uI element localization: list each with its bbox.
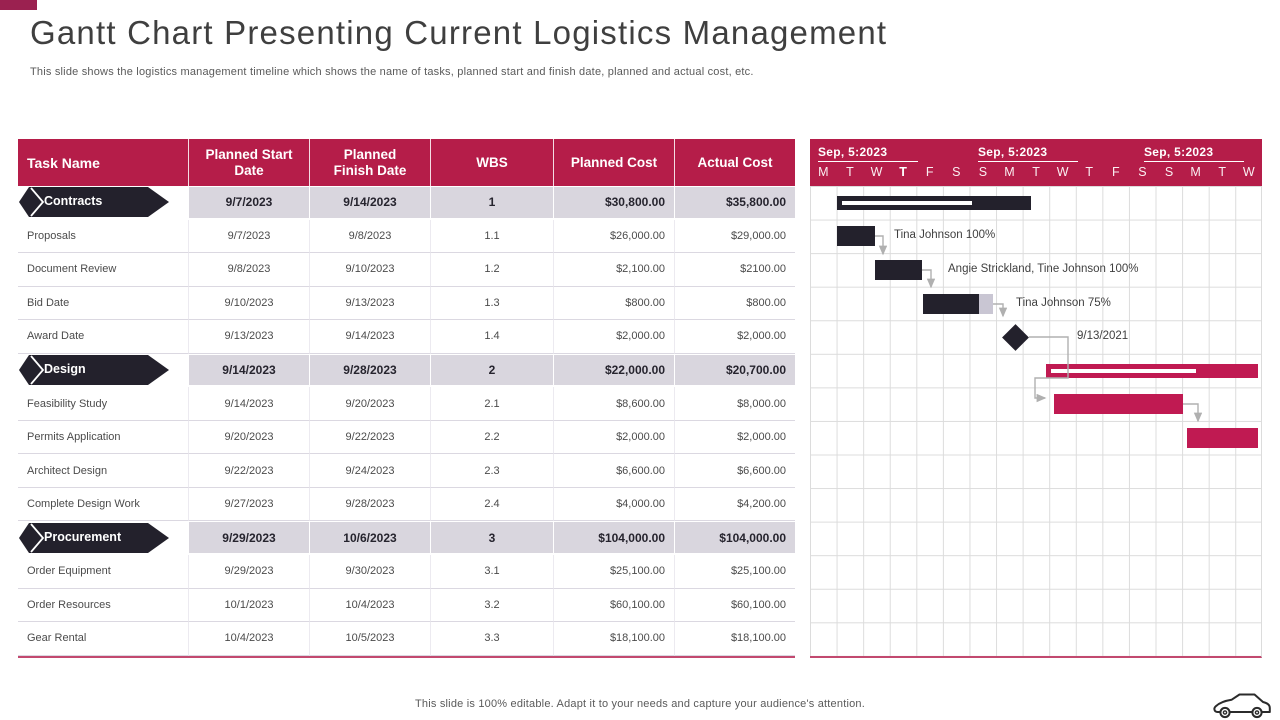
cell-actual-cost: $35,800.00 xyxy=(674,186,795,220)
table-row-architect-design xyxy=(18,454,795,488)
cell-actual-cost: $60,100.00 xyxy=(674,589,795,623)
cell-actual-cost: $29,000.00 xyxy=(674,220,795,254)
cell-start-date: 9/14/2023 xyxy=(188,387,309,421)
gantt-bar-bid-date xyxy=(923,294,994,314)
cell-wbs: 1.3 xyxy=(430,287,553,321)
dependency-connector xyxy=(993,304,1003,316)
table-row-gear-rental xyxy=(18,622,795,656)
cell-wbs: 1 xyxy=(430,186,553,220)
gantt-progress-line xyxy=(1051,369,1196,373)
cell-start-date: 9/7/2023 xyxy=(188,186,309,220)
column-header-planned-cost: Planned Cost xyxy=(553,139,674,186)
cell-planned-cost: $22,000.00 xyxy=(553,354,674,388)
cell-start-date: 9/29/2023 xyxy=(188,521,309,555)
gantt-day-label: F xyxy=(1112,165,1120,179)
cell-start-date: 9/20/2023 xyxy=(188,421,309,455)
cell-wbs: 2.3 xyxy=(430,454,553,488)
cell-planned-cost: $2,000.00 xyxy=(553,320,674,354)
milestone-diamond xyxy=(1002,324,1029,351)
cell-task-name: Permits Application xyxy=(18,421,188,455)
column-header-task-name: Task Name xyxy=(27,154,100,171)
gantt-assignee-label: Angie Strickland, Tine Johnson 100% xyxy=(948,262,1139,275)
gantt-chart xyxy=(810,139,1262,658)
gantt-day-label: T xyxy=(1085,165,1094,179)
cell-planned-cost: $25,100.00 xyxy=(553,555,674,589)
cell-finish-date: 9/20/2023 xyxy=(309,387,430,421)
cell-actual-cost: $20,700.00 xyxy=(674,354,795,388)
cell-wbs: 3.3 xyxy=(430,622,553,656)
cell-planned-cost: $6,600.00 xyxy=(553,454,674,488)
gantt-bar-proposals xyxy=(837,226,875,246)
cell-start-date: 10/1/2023 xyxy=(188,589,309,623)
table-row-feasibility-study xyxy=(18,387,795,421)
cell-finish-date: 10/4/2023 xyxy=(309,589,430,623)
dependency-connector xyxy=(875,236,883,254)
table-row-permits-application xyxy=(18,421,795,455)
summary-banner xyxy=(18,187,170,217)
cell-planned-cost: $26,000.00 xyxy=(553,220,674,254)
cell-task-name: Architect Design xyxy=(18,454,188,488)
cell-actual-cost: $6,600.00 xyxy=(674,454,795,488)
cell-wbs: 1.1 xyxy=(430,220,553,254)
cell-start-date: 9/10/2023 xyxy=(188,287,309,321)
table-row-contracts xyxy=(18,186,795,220)
cell-finish-date: 10/5/2023 xyxy=(309,622,430,656)
gantt-plot-area xyxy=(810,186,1262,658)
cell-planned-cost: $2,000.00 xyxy=(553,421,674,455)
cell-wbs: 2 xyxy=(430,354,553,388)
cell-finish-date: 9/28/2023 xyxy=(309,488,430,522)
gantt-progress-line xyxy=(842,201,972,205)
column-header-actual-cost: Actual Cost xyxy=(674,139,795,186)
cell-actual-cost: $4,200.00 xyxy=(674,488,795,522)
summary-banner xyxy=(18,523,170,553)
gantt-bar-completed-part xyxy=(923,294,980,314)
cell-wbs: 1.2 xyxy=(430,253,553,287)
cell-actual-cost: $2,000.00 xyxy=(674,320,795,354)
cell-task-name: Feasibility Study xyxy=(18,387,188,421)
gantt-assignee-label: Tina Johnson 75% xyxy=(1016,296,1111,309)
gantt-day-label: M xyxy=(1190,165,1201,179)
dependency-connector xyxy=(1183,404,1198,421)
summary-task-label: Contracts xyxy=(44,194,103,209)
cell-actual-cost: $8,000.00 xyxy=(674,387,795,421)
gantt-month-label: Sep, 5:2023 xyxy=(1144,145,1244,162)
summary-task-label: Design xyxy=(44,362,86,376)
slide-subtitle: This slide shows the logistics management timeline which shows the name of tasks, planned start and finish date, planned and actual cost, etc. xyxy=(30,66,754,78)
car-icon xyxy=(1211,690,1273,720)
page-title: Gantt Chart Presenting Current Logistics Management xyxy=(30,14,888,51)
cell-start-date: 9/27/2023 xyxy=(188,488,309,522)
gantt-day-label: S xyxy=(1164,165,1174,179)
cell-actual-cost: $104,000.00 xyxy=(674,521,795,555)
column-header-planned-finish-date: Planned Finish Date xyxy=(309,139,430,186)
cell-finish-date: 9/22/2023 xyxy=(309,421,430,455)
table-row-complete-design-work xyxy=(18,488,795,522)
cell-wbs: 3.2 xyxy=(430,589,553,623)
cell-planned-cost: $30,800.00 xyxy=(553,186,674,220)
cell-planned-cost: $18,100.00 xyxy=(553,622,674,656)
table-row-document-review xyxy=(18,253,795,287)
cell-finish-date: 9/30/2023 xyxy=(309,555,430,589)
summary-banner xyxy=(18,355,170,385)
gantt-bar-contracts xyxy=(837,196,1032,210)
table-row-order-equipment xyxy=(18,555,795,589)
cell-start-date: 9/7/2023 xyxy=(188,220,309,254)
column-header-planned-start-date: Planned Start Date xyxy=(188,139,309,186)
table-row-procurement xyxy=(18,521,795,555)
table-header-row xyxy=(18,139,795,186)
cell-wbs: 3.1 xyxy=(430,555,553,589)
summary-task-label: Procurement xyxy=(44,529,122,544)
gantt-day-label: S xyxy=(952,165,961,179)
gantt-day-label: T xyxy=(846,165,854,179)
cell-task-name: Complete Design Work xyxy=(18,488,188,522)
gantt-day-label: F xyxy=(925,165,934,179)
task-table xyxy=(18,139,795,658)
milestone-date-label: 9/13/2021 xyxy=(1077,330,1129,343)
dependency-connector xyxy=(922,270,931,287)
cell-task-name xyxy=(18,186,188,220)
cell-actual-cost: $25,100.00 xyxy=(674,555,795,589)
gantt-day-label: S xyxy=(978,165,988,179)
cell-actual-cost: $800.00 xyxy=(674,287,795,321)
accent-flag xyxy=(0,0,37,10)
cell-start-date: 9/29/2023 xyxy=(188,555,309,589)
cell-planned-cost: $4,000.00 xyxy=(553,488,674,522)
gantt-assignee-label: Tina Johnson 100% xyxy=(894,229,996,242)
cell-wbs: 2.1 xyxy=(430,387,553,421)
cell-actual-cost: $18,100.00 xyxy=(674,622,795,656)
cell-finish-date: 9/13/2023 xyxy=(309,287,430,321)
gantt-day-row xyxy=(810,163,1262,186)
summary-banner-shape xyxy=(18,355,170,385)
footer-note: This slide is 100% editable. Adapt it to your needs and capture your audience's attention. xyxy=(415,698,865,710)
cell-start-date: 10/4/2023 xyxy=(188,622,309,656)
cell-task-name xyxy=(18,354,188,388)
table-row-bid-date xyxy=(18,287,795,321)
cell-start-date: 9/13/2023 xyxy=(188,320,309,354)
gantt-day-label: S xyxy=(1138,165,1147,179)
cell-task-name: Bid Date xyxy=(18,287,188,321)
cell-wbs: 1.4 xyxy=(430,320,553,354)
gantt-month-label: Sep, 5:2023 xyxy=(978,145,1078,162)
cell-task-name: Proposals xyxy=(18,220,188,254)
gantt-bar-design xyxy=(1046,364,1258,378)
cell-finish-date: 9/24/2023 xyxy=(309,454,430,488)
gantt-dependency-connectors xyxy=(810,186,1262,656)
cell-finish-date: 10/6/2023 xyxy=(309,521,430,555)
cell-task-name xyxy=(18,521,188,555)
cell-task-name: Document Review xyxy=(18,253,188,287)
cell-finish-date: 9/28/2023 xyxy=(309,354,430,388)
column-header-wbs: WBS xyxy=(430,139,553,186)
cell-planned-cost: $8,600.00 xyxy=(553,387,674,421)
gantt-timescale-header xyxy=(810,139,1262,186)
cell-actual-cost: $2100.00 xyxy=(674,253,795,287)
gantt-day-label: W xyxy=(1056,165,1069,179)
gantt-day-label: T xyxy=(899,165,907,179)
cell-start-date: 9/22/2023 xyxy=(188,454,309,488)
table-row-order-resources xyxy=(18,589,795,623)
cell-actual-cost: $2,000.00 xyxy=(674,421,795,455)
cell-start-date: 9/14/2023 xyxy=(188,354,309,388)
cell-planned-cost: $800.00 xyxy=(553,287,674,321)
cell-finish-date: 9/8/2023 xyxy=(309,220,430,254)
gantt-bar-document-review xyxy=(875,260,922,280)
cell-finish-date: 9/14/2023 xyxy=(309,186,430,220)
table-row-design xyxy=(18,354,795,388)
cell-wbs: 2.4 xyxy=(430,488,553,522)
gantt-month-label: Sep, 5:2023 xyxy=(818,145,918,162)
cell-planned-cost: $2,100.00 xyxy=(553,253,674,287)
gantt-day-label: T xyxy=(1218,165,1227,179)
cell-task-name: Award Date xyxy=(18,320,188,354)
cell-finish-date: 9/14/2023 xyxy=(309,320,430,354)
cell-finish-date: 9/10/2023 xyxy=(309,253,430,287)
gantt-day-label: M xyxy=(818,165,829,179)
gantt-day-label: W xyxy=(1242,165,1255,179)
cell-planned-cost: $60,100.00 xyxy=(553,589,674,623)
cell-wbs: 3 xyxy=(430,521,553,555)
cell-start-date: 9/8/2023 xyxy=(188,253,309,287)
cell-planned-cost: $104,000.00 xyxy=(553,521,674,555)
gantt-day-label: M xyxy=(1004,165,1015,179)
cell-wbs: 2.2 xyxy=(430,421,553,455)
table-row-proposals xyxy=(18,220,795,254)
gantt-day-label: T xyxy=(1032,165,1040,179)
task-table-body xyxy=(18,186,795,658)
cell-task-name: Order Resources xyxy=(18,589,188,623)
cell-task-name: Order Equipment xyxy=(18,555,188,589)
cell-task-name: Gear Rental xyxy=(18,622,188,656)
gantt-bar-feasibility-study xyxy=(1054,394,1183,414)
gantt-day-label: W xyxy=(870,165,883,179)
table-row-award-date xyxy=(18,320,795,354)
gantt-bar-permits-application xyxy=(1187,428,1258,448)
